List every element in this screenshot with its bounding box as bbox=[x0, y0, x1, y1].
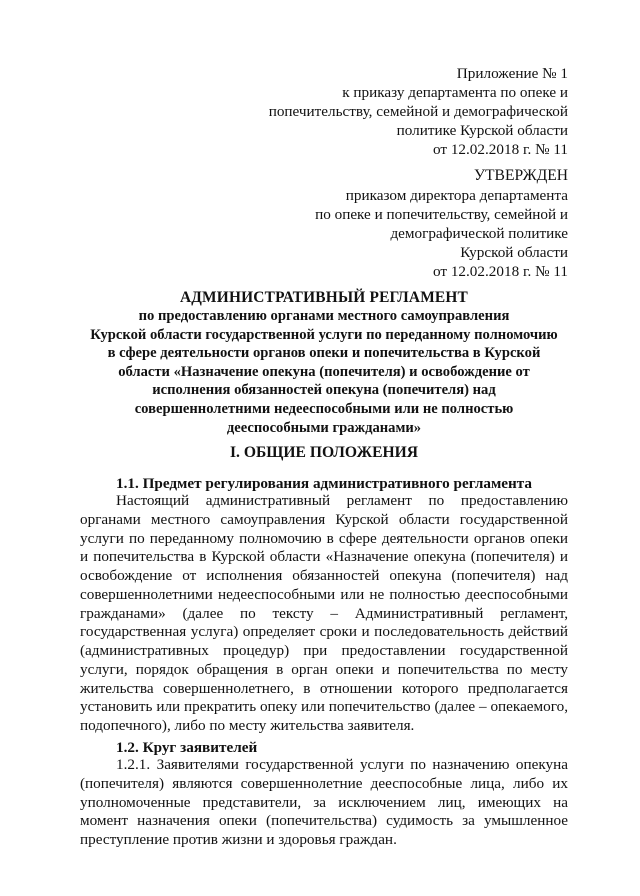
subsection-heading: 1.1. Предмет регулирования административного регламента bbox=[116, 475, 533, 492]
appendix-line: попечительству, семейной и демографической bbox=[268, 103, 568, 120]
regulation-title: АДМИНИСТРАТИВНЫЙ РЕГЛАМЕНТ bbox=[179, 289, 469, 306]
subtitle-line: исполнения обязанностей опекуна (попечителя) над bbox=[152, 382, 496, 399]
subtitle-line: области «Назначение опекуна (попечителя) и освобождение от bbox=[118, 363, 530, 380]
paragraph: 1.2.1. Заявителями государственной услуги по назначению опекуна (попечителя) являются совершеннолетние дееспособные лица, либо их уполномоченные представители, за исключением лиц, имеющих на момент назначения опеки (попечительства) судимость за умышленное преступление против жизни и здоровья граждан. bbox=[80, 756, 568, 848]
approval-title: УТВЕРЖДЕН bbox=[473, 167, 568, 184]
approval-date: от 12.02.2018 г. № 11 bbox=[433, 263, 568, 280]
regulation-subtitle bbox=[80, 307, 568, 437]
subtitle-line: дееспособными гражданами» bbox=[226, 419, 422, 436]
approval-line: Курской области bbox=[460, 244, 568, 261]
approval-line: демографической политике bbox=[390, 225, 568, 242]
appendix-line: к приказу департамента по опеке и bbox=[342, 84, 568, 101]
subtitle-line: совершеннолетними недееспособными или не полностью bbox=[134, 400, 514, 417]
appendix-line: политике Курской области bbox=[396, 122, 568, 139]
subtitle-line: по предоставлению органами местного самоуправления bbox=[138, 308, 510, 324]
section-title: I. ОБЩИЕ ПОЛОЖЕНИЯ bbox=[229, 444, 419, 461]
appendix-header bbox=[269, 64, 568, 159]
appendix-number: Приложение № 1 bbox=[456, 65, 568, 82]
approval-line: по опеке и попечительству, семейной и bbox=[315, 206, 568, 223]
appendix-date: от 12.02.2018 г. № 11 bbox=[433, 141, 568, 158]
subtitle-line: в сфере деятельности органов опеки и попечительства в Курской bbox=[107, 345, 541, 362]
paragraph: Настоящий административный регламент по предоставлению органами местного самоуправления Курской области государственной услуги по переданному полномочию в сфере деятельности органов опеки и попечительства в Курской области «Назначение опекуна (попечителя) и освобождение от исполнения обязанностей опекуна (попечителя) над совершеннолетними недееспособными или не полностью дееспособными гражданами» (далее по тексту – Административный регламент, государственная услуга) определяет сроки и последовательность действий (административных процедур) при предоставлении государственной услуги, порядок обращения в орган опеки и попечительства по месту жительства совершеннолетнего, в отношении которого предполагается установить или прекратить опеку или попечительство (далее – опекаемого, подопечного), либо по месту жительства заявителя. bbox=[80, 492, 568, 734]
subsection-heading: 1.2. Круг заявителей bbox=[116, 739, 258, 756]
approval-line: приказом директора департамента bbox=[345, 187, 568, 204]
subtitle-line: Курской области государственной услуги по переданному полномочию bbox=[90, 326, 558, 343]
approval-block bbox=[315, 166, 568, 281]
